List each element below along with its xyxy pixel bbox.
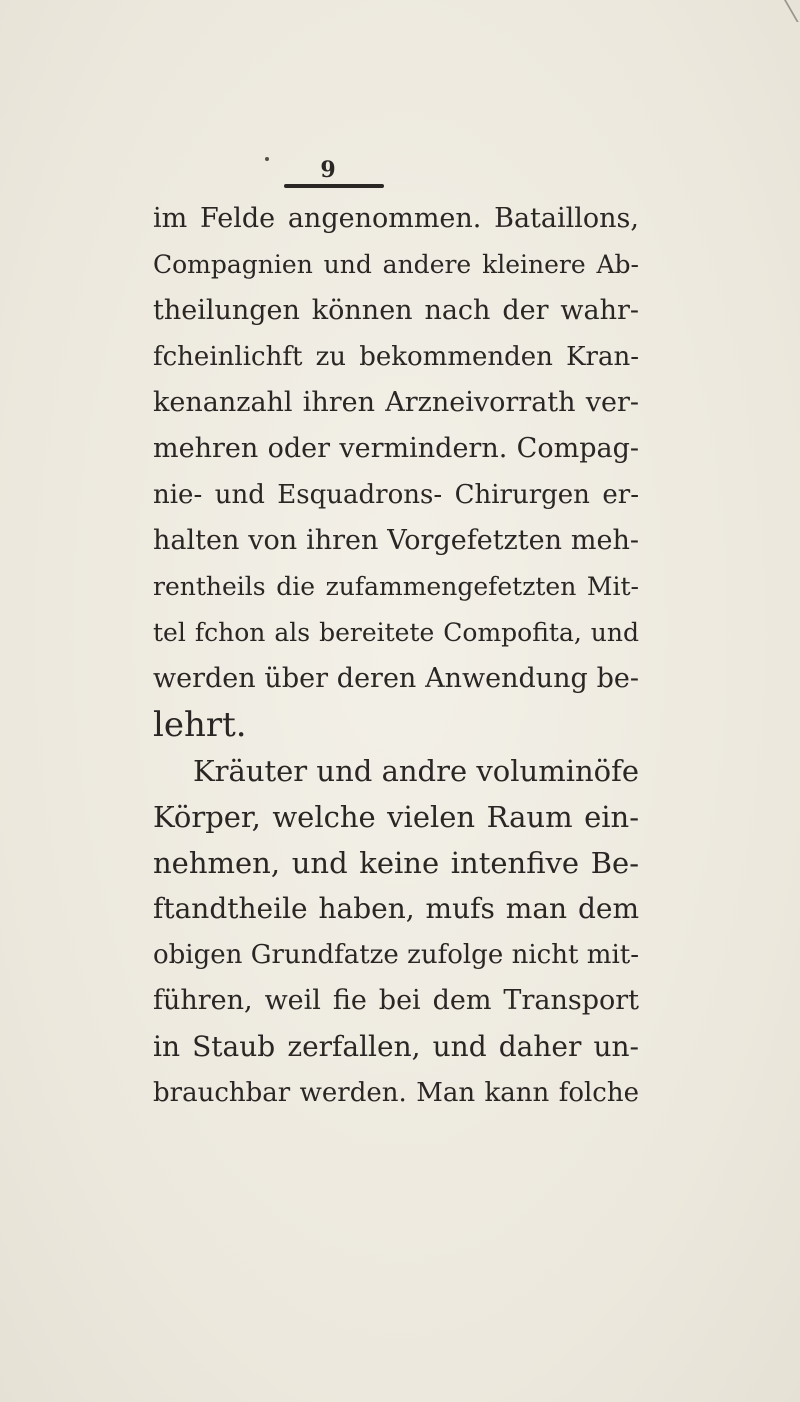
text-line: nehmen, und keine intenfive Be- [153, 846, 639, 880]
text-line: in Staub zerfallen, und daher un- [153, 1030, 639, 1063]
text-line: Compagnien und andere kleinere Ab- [153, 250, 639, 279]
text-line: kenanzahl ihren Arzneivorrath ver- [153, 387, 639, 418]
text-line: halten von ihren Vorgefetzten meh- [153, 525, 639, 556]
text-line: tel fchon als bereitete Compofita, und [153, 618, 639, 647]
folio-underline [284, 184, 384, 188]
text-line: ftandtheile haben, mufs man dem [153, 892, 639, 925]
text-line: Körper, welche vielen Raum ein- [153, 800, 639, 834]
text-line: obigen Grundfatze zufolge nicht mit- [153, 940, 639, 970]
text-line: brauchbar werden. Man kann folche [153, 1078, 639, 1108]
page-number: 9 [320, 157, 336, 183]
text-line: fcheinlichft zu bekommenden Kran- [153, 342, 639, 372]
ink-speck [265, 157, 269, 161]
text-line: rentheils die zufammengefetzten Mit- [153, 572, 639, 601]
text-line: Kräuter und andre voluminöfe [193, 754, 639, 788]
corner-mark [784, 0, 800, 22]
text-line: nie- und Esquadrons- Chirurgen er- [153, 480, 639, 510]
text-line: lehrt. [153, 705, 247, 745]
text-line: werden über deren Anwendung be- [153, 663, 639, 694]
text-line: theilungen können nach der wahr- [153, 295, 639, 326]
text-line: mehren oder vermindern. Compag- [153, 433, 639, 464]
text-line: führen, weil fie bei dem Transport [153, 985, 639, 1016]
text-line: im Felde angenommen. Bataillons, [153, 203, 639, 234]
